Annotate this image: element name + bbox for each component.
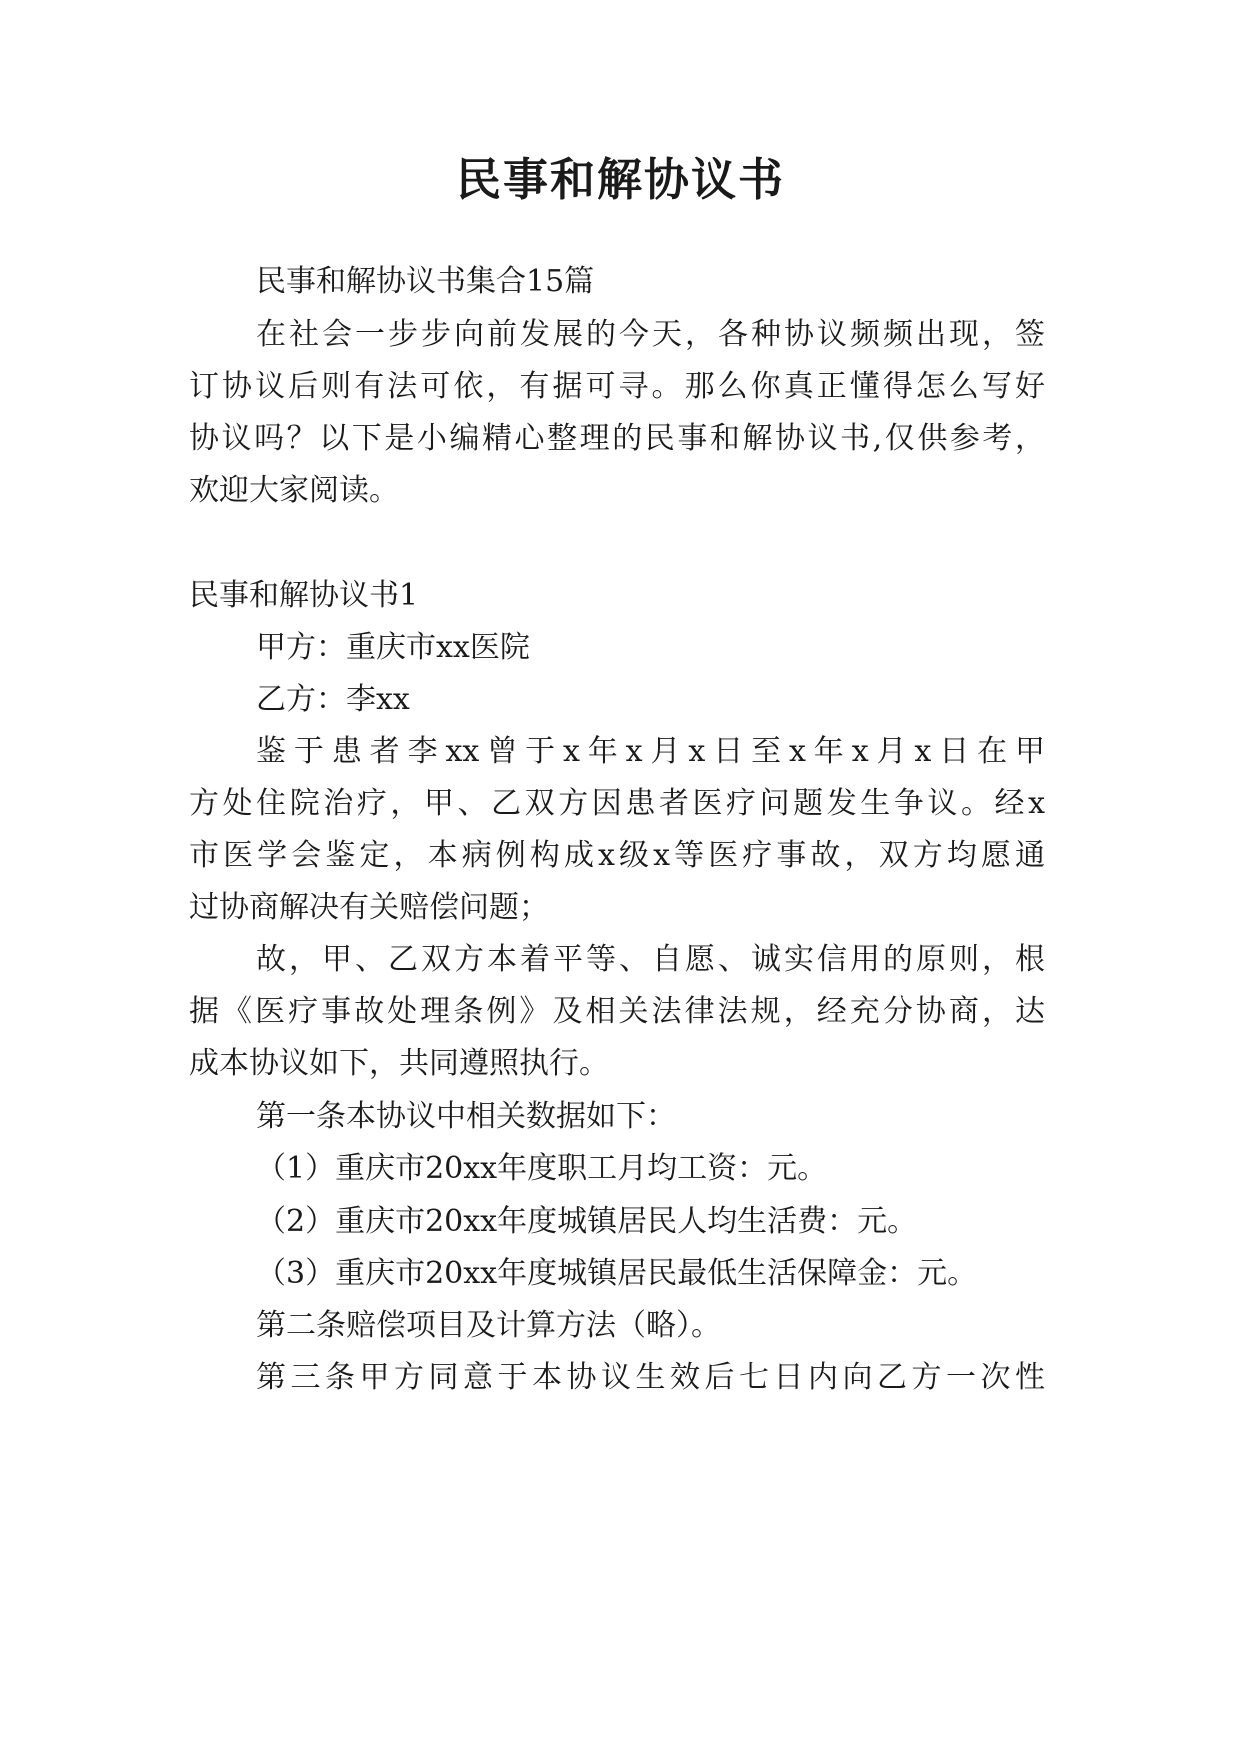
body-line-2: 方处住院治疗，甲、乙双方因患者医疗问题发生争议。经x bbox=[189, 786, 1045, 821]
data-item-2: （2）重庆市20xx年度城镇居民人均生活费：元。 bbox=[256, 1204, 918, 1239]
body-line-6: 据《医疗事故处理条例》及相关法律法规，经充分协商，达 bbox=[189, 994, 1045, 1029]
intro-line-1: 在社会一步步向前发展的今天，各种协议频频出现，签 bbox=[256, 317, 1045, 352]
section-heading: 民事和解协议书1 bbox=[189, 578, 419, 613]
body-line-4: 过协商解决有关赔偿问题； bbox=[189, 890, 549, 925]
body-line-5: 故，甲、乙双方本着平等、自愿、诚实信用的原则，根 bbox=[256, 942, 1045, 977]
intro-line-2: 订协议后则有法可依，有据可寻。那么你真正懂得怎么写好 bbox=[189, 369, 1045, 404]
intro-line-4: 欢迎大家阅读。 bbox=[189, 473, 399, 508]
body-line-1: 鉴于患者李xx曾于x年x月x日至x年x月x日在甲 bbox=[256, 734, 1045, 769]
subtitle-line: 民事和解协议书集合15篇 bbox=[256, 264, 595, 299]
body-line-3: 市医学会鉴定，本病例构成x级x等医疗事故，双方均愿通 bbox=[189, 838, 1045, 873]
article-2-line: 第二条赔偿项目及计算方法（略）。 bbox=[256, 1308, 721, 1343]
party-b-line: 乙方：李xx bbox=[256, 682, 410, 717]
article-1-line: 第一条本协议中相关数据如下： bbox=[256, 1099, 676, 1134]
intro-line-3: 协议吗？以下是小编精心整理的民事和解协议书,仅供参考， bbox=[189, 421, 1045, 456]
document-title: 民事和解协议书 bbox=[455, 153, 785, 206]
data-item-1: （1）重庆市20xx年度职工月均工资：元。 bbox=[256, 1151, 828, 1186]
party-a-line: 甲方：重庆市xx医院 bbox=[256, 630, 530, 665]
article-3-line: 第三条甲方同意于本协议生效后七日内向乙方一次性 bbox=[256, 1360, 1045, 1395]
data-item-3: （3）重庆市20xx年度城镇居民最低生活保障金：元。 bbox=[256, 1256, 978, 1291]
body-line-7: 成本协议如下，共同遵照执行。 bbox=[189, 1046, 609, 1081]
